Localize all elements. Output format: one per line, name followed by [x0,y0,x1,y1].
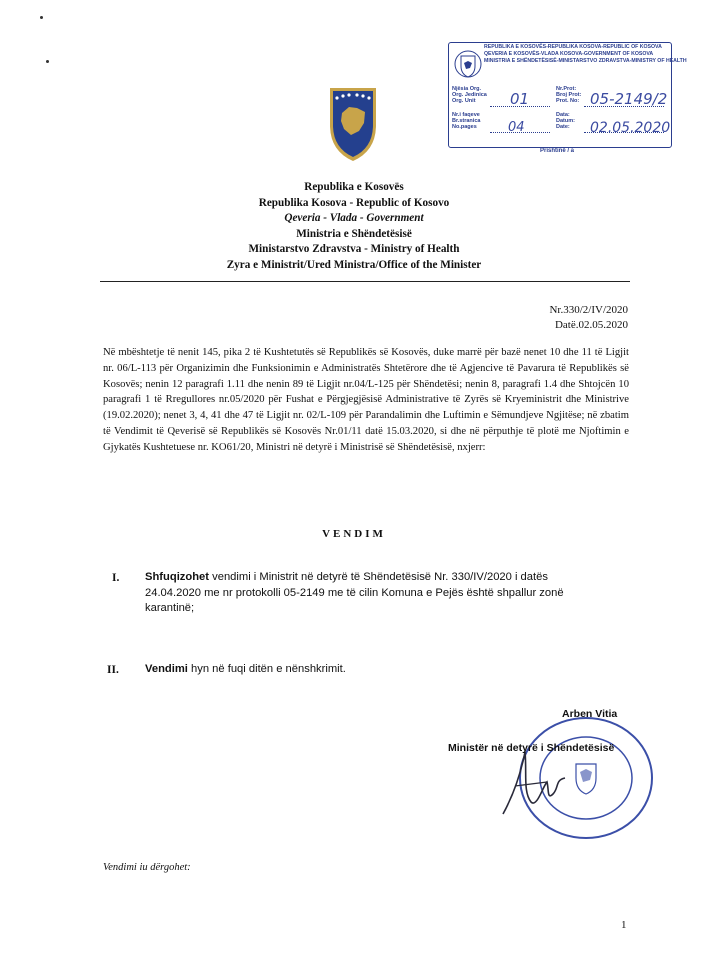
scan-mark-1 [40,16,43,19]
signatory-title: Ministër në detyrë i Shëndetësisë [448,742,615,754]
stamp-date-value: 02.05.2020 [590,120,671,136]
header-block [0,180,708,273]
stamp-label: Broj Prot: [556,92,582,98]
item-text: vendimi i Ministrit në detyrë të Shëndetësisë Nr. 330/IV/2020 i datës [209,571,548,583]
stamp-label: Date: [556,124,570,130]
item-number: I. [112,572,120,584]
header-ministry-multilang: Ministarstvo Zdravstva - Ministry of Health [248,243,460,255]
header-office: Zyra e Ministrit/Ured Ministra/Office of the Minister [226,258,482,271]
stamp-city: Prishtinë / a [540,148,575,154]
item-text: 24.04.2020 me nr protokolli 05-2149 me të cilin Komuna e Pejës është shpallur zonë [145,586,564,599]
stamp-label: Org. Jedinica [452,92,487,98]
header-ministry: Ministria e Shëndetësisë [296,227,412,240]
reference-block [549,303,628,333]
stamp-header-line: QEVERIA E KOSOVËS-VLADA KOSOVA-GOVERNMENT OF KOSOVA [484,51,654,57]
header-country: Republika e Kosovës [304,181,404,193]
kosovo-emblem-icon [454,48,482,80]
minister-signature-icon [495,742,585,822]
item-lead: Vendimi [145,663,188,675]
stamp-header-line: MINISTRIA E SHËNDETËSISË-MINISTARSTVO ZDRAVSTVA-MINISTRY OF HEALTH [484,58,687,64]
item-number: II. [107,664,119,676]
header-divider [100,281,630,282]
stamp-label: Prot. No: [556,98,580,104]
signatory-name: Arben Vitia [562,708,618,720]
item-text: hyn në fuqi ditën e nënshkrimit. [187,663,346,675]
stamp-label: Datum: [556,118,575,124]
scan-mark-2 [46,60,49,63]
header-government: Qeveria - Vlada - Government [284,212,424,224]
stamp-label: Nr.Prot: [556,86,577,92]
pages-value: 04 [508,120,525,135]
stamp-label: No.pages [452,124,477,130]
distribution-label: Vendimi iu dërgohet: [103,862,191,873]
stamp-label: Data: [556,112,570,118]
item-lead: Shfuqizohet [145,571,210,583]
decision-item [145,570,645,617]
stamp-label: Org. Unit [452,98,476,104]
header-country-multilang: Republika Kosova - Republic of Kosovo [258,196,450,209]
reference-date: Datë.02.05.2020 [554,319,628,331]
stamp-header-line: REPUBLIKA E KOSOVËS-REPUBLIKA KOSOVA-REPUBLIC OF KOSOVA [484,44,662,50]
stamp-label: Nr.i faqeve [452,112,480,118]
page-number: 1 [621,919,627,931]
preamble-text: Në mbështetje të nenit 145, pika 2 të Kushtetutës së Republikës së Kosovës, duke marrë për bazë nenet 10 dhe 11 të Ligjit nr. 06/L-113 për Organizimin dhe Funksionimin e Administratës Shtetërore dhe të Agjencive të Pavarura të Republikës së Kosovës; nenin 12 paragrafi 1.11 dhe nenin 89 të Ligjit nr.04/L-125 për Shëndetësi; nenin 8, paragrafi 1.4 dhe Shtojcën 10 paragrafi 1 të Rregullores nr.05/2020 për Fushat e Përgjegjësisë Administrative të Zyrës së Kryeministrit dhe Ministrive (19.02.2020); nenet 3, 4, 41 dhe 47 të Ligjit nr. 02/L-109 për Parandalimin dhe Luftimin e Sëmundjeve Ngjitëse; në zbatim të Vendimit të Qeverisë së Republikës së Kosovës Nr.01/11 datë 15.03.2020, si dhe në përputhje të plotë me Njoftimin e Gjykatës Kushtetuese nr. KO61/20, Ministri në detyrë i Ministrisë së Shëndetësisë, nxjerr: [103,347,629,453]
reference-number: Nr.330/2/IV/2020 [549,304,628,316]
org-unit-value: 01 [510,90,530,108]
stamp-label: Br.stranica [452,118,481,124]
protocol-value: 05-2149/2 [590,90,668,108]
registry-stamp [448,42,687,154]
decision-item [145,662,645,678]
stamp-label: Njësia Org. [452,86,482,92]
decision-title: VENDIM [322,528,386,540]
item-text: karantinë; [145,602,195,614]
coat-of-arms-icon [327,85,379,163]
